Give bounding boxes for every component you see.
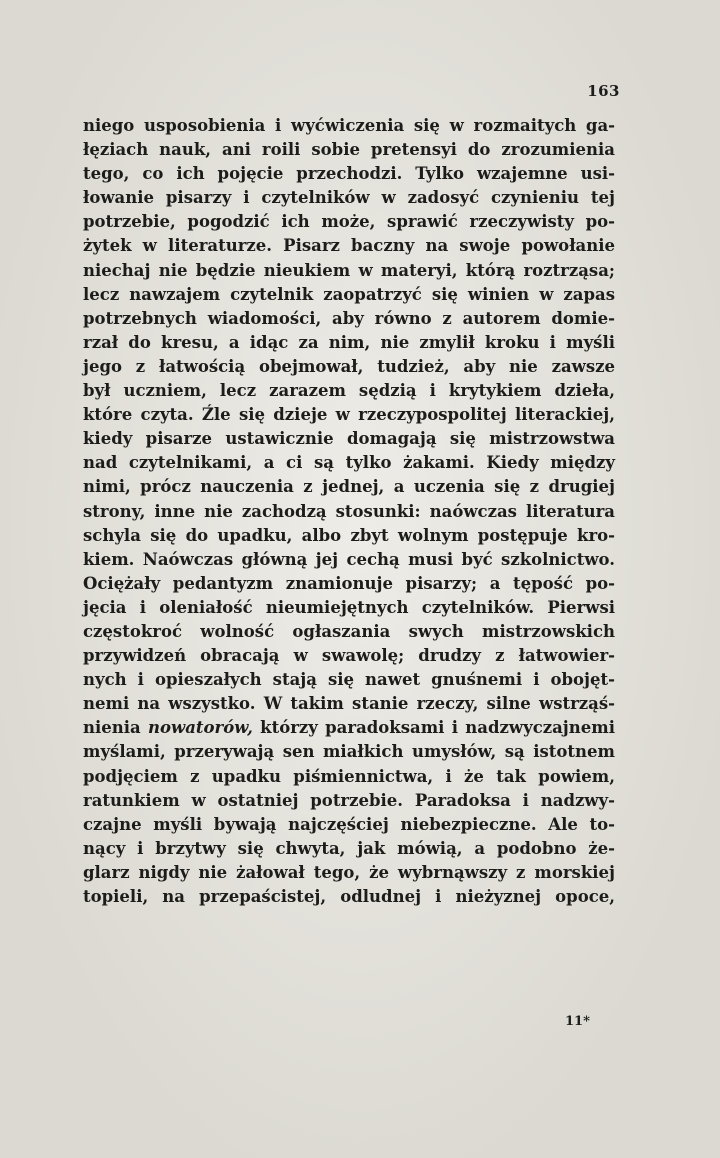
text-line: nych i opieszałych stają się nawet gnuśnemi i obojęt- — [83, 670, 615, 690]
text-line: rzał do kresu, a idąc za nim, nie zmylił kroku i myśli — [83, 332, 615, 352]
text-line: topieli, na przepaścistej, odludnej i nieżyznej opoce, — [83, 887, 615, 906]
text-line: łowanie pisarzy i czytelników w zadosyć czynieniu tej — [83, 188, 615, 208]
text-line: potrzebie, pogodzić ich może, sprawić rzeczywisty po- — [83, 212, 615, 232]
text-line: przywidzeń obracają w swawolę; drudzy z łatwowier- — [83, 646, 615, 666]
text-segment: nienia — [83, 718, 149, 738]
text-segment: którzy paradoksami i nadzwyczajnemi — [252, 718, 615, 738]
text-line: niego usposobienia i wyćwiczenia się w rozmaitych ga- — [83, 116, 615, 135]
text-line: częstokroć wolność ogłaszania swych mistrzowskich — [83, 621, 615, 641]
text-line: był uczniem, lecz zarazem sędzią i krytykiem dzieła, — [83, 381, 615, 401]
text-line: glarz nigdy nie żałował tego, że wybrnąwszy z morskiej — [83, 862, 615, 882]
text-line: nimi, prócz nauczenia z jednej, a uczenia się z drugiej — [83, 477, 615, 497]
page-number: 163 — [587, 82, 620, 100]
text-line: które czyta. Źle się dzieje w rzeczypospolitej literackiej, — [83, 405, 615, 425]
emphasized-word: nowatorów, — [148, 718, 253, 738]
text-line: żytek w literaturze. Pisarz baczny na swoje powołanie — [83, 236, 615, 256]
text-line: nemi na wszystko. W takim stanie rzeczy, silne wstrząś- — [83, 694, 615, 714]
text-line: kiem. Naówczas główną jej cechą musi być szkolnictwo. — [83, 549, 615, 569]
text-line: jęcia i oleniałość nieumiejętnych czytelników. Pierwsi — [83, 597, 615, 617]
text-line: kiedy pisarze ustawicznie domagają się mistrzowstwa — [83, 429, 615, 449]
text-line: nad czytelnikami, a ci są tylko żakami. Kiedy między — [83, 453, 615, 473]
text-line: tego, co ich pojęcie przechodzi. Tylko wzajemne usi- — [83, 164, 615, 184]
text-line: potrzebnych wiadomości, aby równo z autorem domie- — [83, 308, 615, 328]
text-line: Ociężały pedantyzm znamionuje pisarzy; a tępość po- — [83, 573, 615, 593]
body-text — [83, 114, 615, 909]
text-line: niechaj nie będzie nieukiem w materyi, którą roztrząsa; — [83, 260, 615, 280]
text-line: czajne myśli bywają najczęściej niebezpieczne. Ale to- — [83, 814, 615, 834]
text-line: lecz nawzajem czytelnik zaopatrzyć się winien w zapas — [83, 284, 615, 304]
text-line: podjęciem z upadku piśmiennictwa, i że tak powiem, — [83, 766, 615, 786]
text-line: nący i brzytwy się chwyta, jak mówią, a podobno że- — [83, 838, 615, 858]
text-line: schyla się do upadku, albo zbyt wolnym postępuje kro- — [83, 525, 615, 545]
signature-mark: 11* — [565, 1014, 590, 1029]
text-line-with-emphasis — [83, 716, 615, 740]
text-line: łęziach nauk, ani roili sobie pretensyi do zrozumienia — [83, 140, 615, 160]
text-line: ratunkiem w ostatniej potrzebie. Paradoksa i nadzwy- — [83, 790, 615, 810]
text-line: jego z łatwością obejmował, tudzież, aby nie zawsze — [83, 356, 615, 376]
text-line: myślami, przerywają sen miałkich umysłów, są istotnem — [83, 742, 615, 762]
text-line: strony, inne nie zachodzą stosunki: naówczas literatura — [83, 501, 615, 521]
